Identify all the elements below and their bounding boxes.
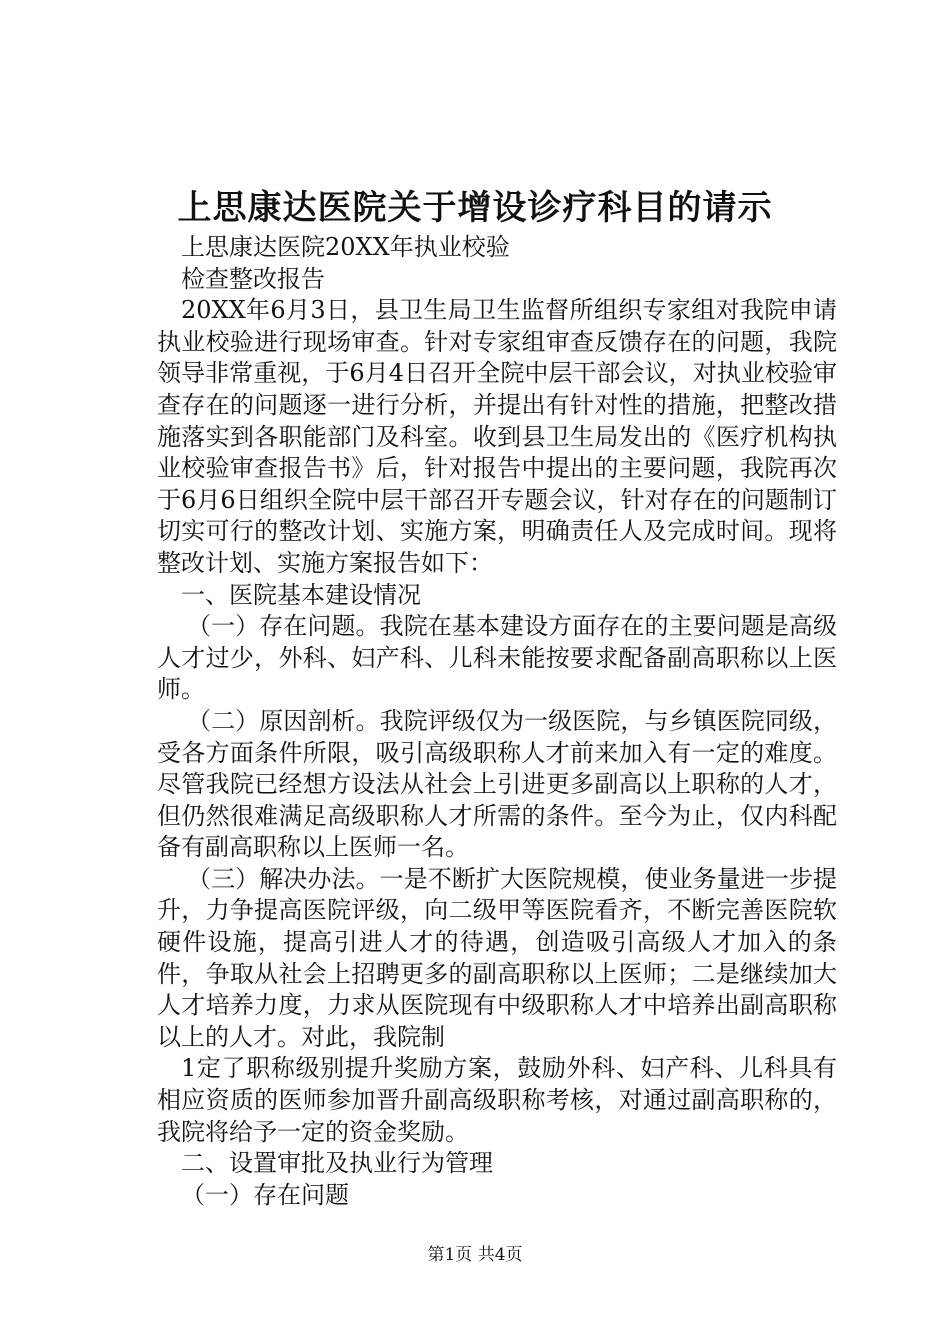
report-subtitle-line-2: 检查整改报告 [181,264,325,293]
paragraph-solution: （三）解决办法。一是不断扩大医院规模，使业务量进一步提升，力争提高医院评级，向二级甲等医院看齐，不断完善医院软硬件设施，提高引进人才的待遇，创造吸引高级人才加入的条件，争取从社会上招聘更多的副高职称以上医师；二是继续加大人才培养力度，力求从医院现有中级职称人才中培养出副高职称以上的人才。对此，我院制 [157,864,837,1051]
paragraph-problem: （一）存在问题。我院在基本建设方面存在的主要问题是高级人才过少，外科、妇产科、儿科未能按要求配备副高职称以上医师。 [157,612,837,704]
report-subtitle-line-1: 上思康达医院20XX年执业校验 [181,233,510,261]
subsection-heading: （一）存在问题 [181,1180,349,1209]
section-heading-1: 一、医院基本建设情况 [181,580,421,609]
intro-paragraph: 20XX年6月3日，县卫生局卫生监督所组织专家组对我院申请执业校验进行现场审查。针对专家组审查反馈存在的问题，我院领导非常重视，于6月4日召开全院中层干部会议，对执业校验审查存在的问题逐一进行分析，并提出有针对性的措施，把整改措施落实到各职能部门及科室。收到县卫生局发出的《医疗机构执业校验审查报告书》后，针对报告中提出的主要问题，我院再次于6月6日组织全院中层干部召开专题会议，针对存在的问题制订切实可行的整改计划、实施方案，明确责任人及完成时间。现将整改计划、实施方案报告如下： [157,296,837,577]
paragraph-reward: 1定了职称级别提升奖励方案，鼓励外科、妇产科、儿科具有相应资质的医师参加晋升副高级职称考核，对通过副高职称的，我院将给予一定的资金奖励。 [157,1054,837,1146]
paragraph-cause: （二）原因剖析。我院评级仅为一级医院，与乡镇医院同级，受各方面条件所限，吸引高级职称人才前来加入有一定的难度。尽管我院已经想方设法从社会上引进更多副高以上职称的人才，但仍然很难满足高级职称人才所需的条件。至今为止，仅内科配备有副高职称以上医师一名。 [157,706,837,862]
page-footer: 第1页 共4页 [427,1245,523,1265]
document-title: 上思康达医院关于增设诊疗科目的请示 [177,188,773,228]
section-heading-2: 二、设置审批及执业行为管理 [181,1149,493,1178]
document-body [157,232,837,1211]
